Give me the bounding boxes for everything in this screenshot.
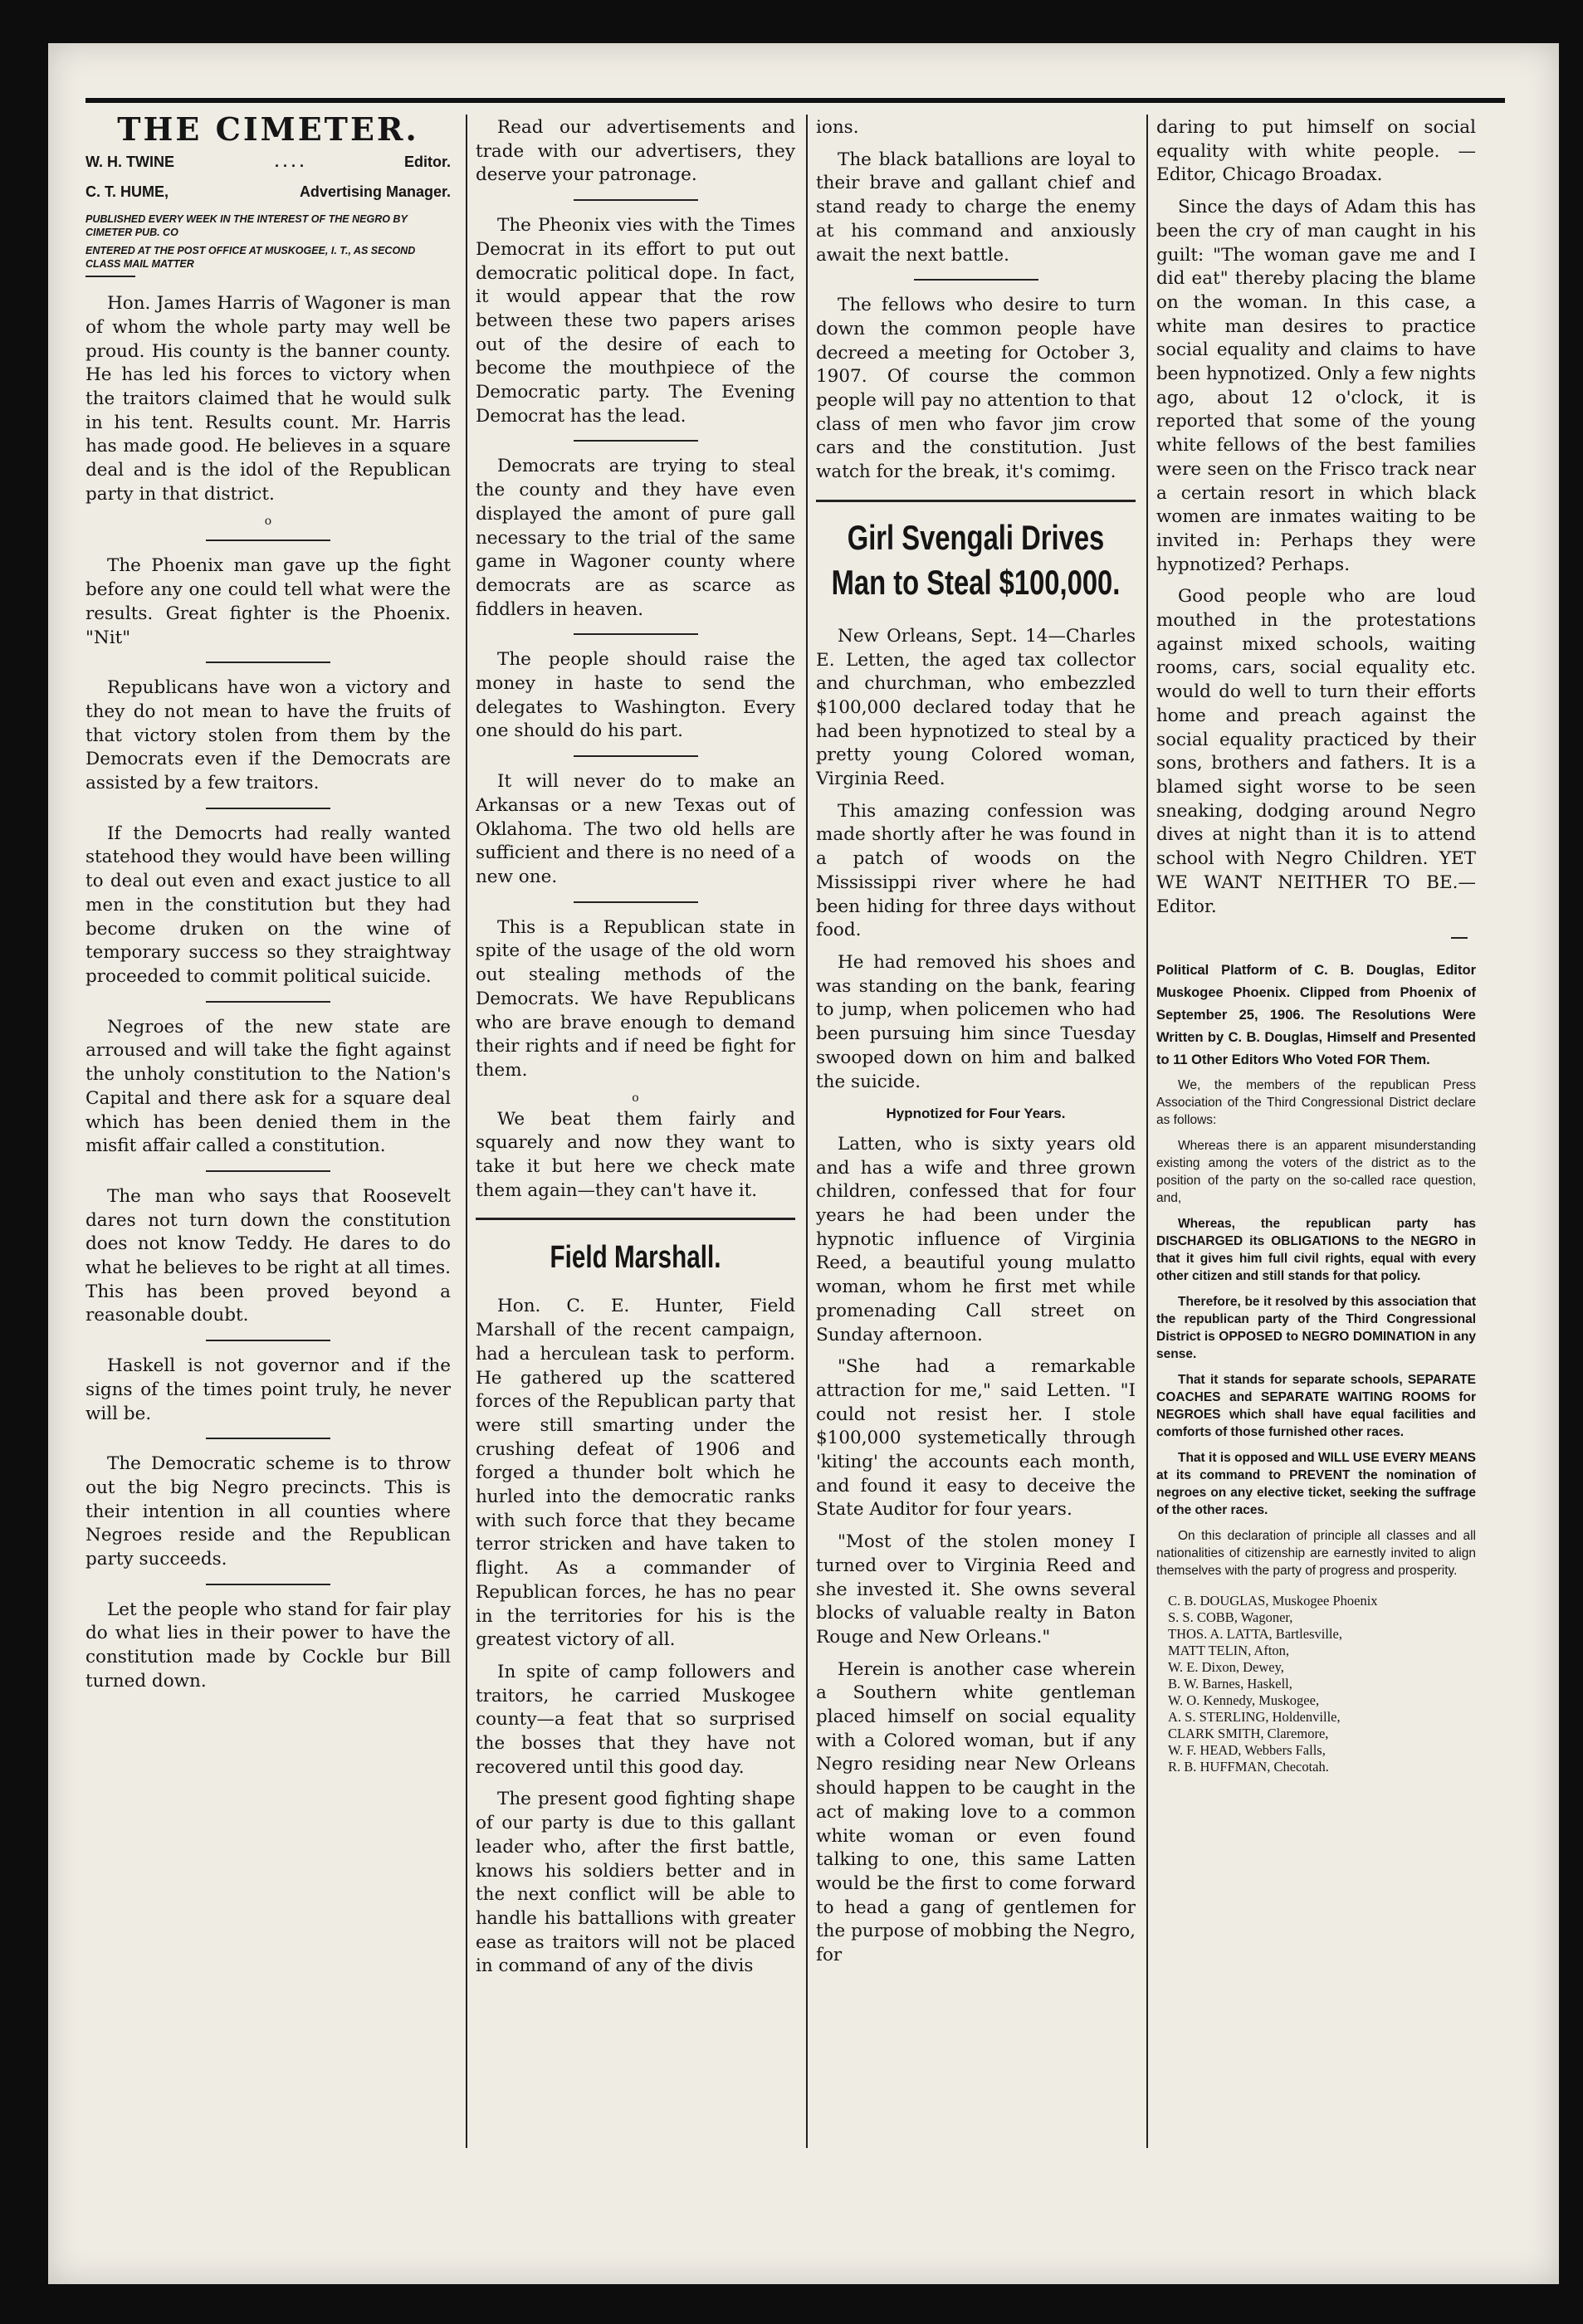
paragraph: Haskell is not governor and if the signs of the times point truly, he never will be. — [86, 1355, 451, 1424]
separator — [914, 279, 1038, 281]
separator — [206, 808, 330, 809]
signer: CLARK SMITH, Claremore, — [1168, 1725, 1329, 1741]
separator — [206, 1170, 330, 1172]
paragraph: That it is opposed and WILL USE EVERY MEANS at its command to PREVENT the nomination of negroes on any elective ticket, seeking the suffrage of the other races. — [1156, 1450, 1476, 1517]
postal-notice: ENTERED AT THE POST OFFICE AT MUSKOGEE, I. T., AS SECOND CLASS MAIL MATTER — [86, 245, 416, 271]
paragraph: The Democratic scheme is to throw out the big Negro precincts. This is their intention in all counties where Negroes reside and the Republican party succeeds. — [86, 1453, 451, 1570]
paragraph: The black batallions are loyal to their brave and gallant chief and stand ready to charge the enemy at his command and anxiously await the next battle. — [816, 149, 1136, 266]
paragraph: Latten, who is sixty years old and has a wife and three grown children, confessed that for four years he had been under the hypnotic influence of Virginia Reed, a beautiful young mulatto woman, whom he first met while promenading Call street on Sunday afternoon. — [816, 1133, 1136, 1345]
platform-heading: Political Platform of C. B. Douglas, Editor Muskogee Phoenix. Clipped from Phoenix of September 25, 1906. The Resolutions Were Written by C. B. Douglas, Himself and Presented to 11 Other Editors Who Voted FOR Them. — [1156, 962, 1476, 1067]
article-rule — [816, 500, 1136, 502]
paragraph: Read our advertisements and trade with our advertisers, they deserve your patronage. — [476, 117, 795, 186]
end-mark — [1156, 922, 1468, 946]
separator — [206, 1438, 330, 1439]
paragraph: The fellows who desire to turn down the common people have decreed a meeting for October 3, 1907. Of course the common people will pay no attention to that class of men who favor jim crow cars and the constitution. Just watch for the break, it's comimg. — [816, 295, 1136, 483]
paragraph: This amazing confession was made shortly after he was found in a patch of woods on the Mississippi river where he had been hiding for three days without food. — [816, 800, 1136, 941]
paragraph: Let the people who stand for fair play do what lies in their power to have the constitution made by Cockle bur Bill turned down. — [86, 1599, 451, 1692]
paragraph: Hon. James Harris of Wagoner is man of whom the whole party may well be proud. His county is the banner county. He has led his forces to victory when the traitors claimed that he would sulk in his tent. Results count. Mr. Harris has made good. He believes in a square deal and is the idol of the Republican party in that district. — [86, 293, 451, 505]
paragraph: He had removed his shoes and was standing on the bank, fearing to jump, when policemen who had been pursuing him since Tuesday swooped down on him and balked the suicide. — [816, 951, 1136, 1092]
paragraph: "She had a remarkable attraction for me," said Letten. "I could not resist her. I stole $100,000 systemetically through 'kiting' the accounts each month, and found it easy to deceive the State Auditor for four years. — [816, 1356, 1136, 1521]
separator — [574, 440, 698, 442]
signer: A. S. STERLING, Holdenville, — [1168, 1708, 1341, 1725]
separator — [86, 276, 135, 277]
separator — [574, 633, 698, 635]
paragraph: On this declaration of principle all classes and all nationalities of citizenship are earnestly invited to align themselves with the party of progress and prosperity. — [1156, 1528, 1476, 1578]
paragraph: This is a Republican state in spite of the usage of the old worn out stealing methods of the Democrats. We have Republicans who are brave enough to demand their rights and if need be fight for them. — [476, 916, 795, 1081]
adman-line — [86, 180, 451, 204]
paragraph: The Phoenix man gave up the fight before any one could tell what were the results. Great fighter is the Phoenix. "Nit" — [86, 555, 451, 648]
paragraph: "Most of the stolen money I turned over to Virginia Reed and she invested it. She owns several blocks of valuable realty in Baton Rouge and New Orleans." — [816, 1531, 1136, 1648]
column-3 — [816, 116, 1136, 2258]
editor-dots: . . . . — [274, 153, 304, 170]
separator — [206, 1584, 330, 1585]
platform-body — [1156, 1077, 1476, 1579]
paragraph: daring to put himself on social equality with white people. —Editor, Chicago Broadax. — [1156, 117, 1476, 186]
column-4 — [1156, 116, 1476, 2258]
separator — [206, 540, 330, 541]
paragraph: Herein is another case wherein a Southern white gentleman placed himself on social equality with a Colored woman, but if any Negro residing near New Orleans should happen to be caught in the act of making love to a common white woman or even found talking to one, this same Latten would be the first to come forward to head a gang of gentlemen for the purpose of mobbing the Negro, for — [816, 1658, 1136, 1966]
separator — [574, 755, 698, 757]
paragraph: The Pheonix vies with the Times Democrat in its effort to put out democratic political dope. In fact, it would appear that the row between these two papers arises out of the desire of each to become the mouthpiece of the Democratic party. The Evening Democrat has the lead. — [476, 215, 795, 427]
signer: S. S. COBB, Wagoner, — [1168, 1609, 1293, 1625]
paragraph: Whereas, the republican party has DISCHARGED its OBLIGATIONS to the NEGRO in that it gives him full civil rights, equal with every other citizen and still stands for that policy. — [1156, 1216, 1476, 1283]
paragraph: Whereas there is an apparent misunderstanding existing among the voters of the district as to the position of the party on the so-called race question, and, — [1156, 1138, 1476, 1205]
newspaper-page — [48, 43, 1559, 2284]
paragraph: That it stands for separate schools, SEPARATE COACHES and SEPARATE WAITING ROOMS for NEGROES which shall have equal facilities and comforts of those furnished other races. — [1156, 1372, 1476, 1439]
paragraph: Negroes of the new state are arroused and will take the fight against the unholy constitution to the Nation's Capital and there ask for a square deal which has been denied them in the misfit affair called a constitution. — [86, 1016, 451, 1157]
separator — [206, 1001, 330, 1003]
paragraph: In spite of camp followers and traitors, he carried Muskogee county—a feat that so surprised the bosses that they have not recovered until this good day. — [476, 1661, 795, 1778]
paragraph: ions. — [816, 117, 859, 138]
separator — [206, 662, 330, 663]
paragraph: We beat them fairly and squarely and now they want to take it but here we check mate them again—they can't have it. — [476, 1108, 795, 1201]
paragraph: The present good fighting shape of our party is due to this gallant leader who, after the first battle, knows his soldiers better and in the next conflict will be able to handle his battallions with greater ease as traitors will not be placed in command of any of the divis — [476, 1789, 795, 1977]
paragraph: The people should raise the money in haste to send the delegates to Washington. Every one should do his part. — [476, 649, 795, 742]
paragraph: Since the days of Adam this has been the cry of man caught in his guilt: "The woman gave me and I did eat" thereby placing the blame on the woman. In this case, a white man desires to practice social equality and claims to have been hypnotized. Only a few nights ago, about 12 o'clock, it is reported that some of the young white fellows of the best families were seen on the Frisco track near a certain resort in which black women are inmates waiting to be invited in: Perhaps they were hypnotized? Perhaps. — [1156, 197, 1476, 575]
signer: MATT TELIN, Afton, — [1168, 1642, 1290, 1658]
headline-girl-svengali: Girl Svengali Drives Man to Steal $100,000. — [831, 517, 1121, 602]
paragraph: Good people who are loud mouthed in the protestations against mixed schools, waiting rooms, cars, social equality etc. would do well to turn their efforts home and preach against the social equality practiced by their sons, brothers and fathers. It is a blamed sight worse to be seen sneaking, dodging around Negro dives at night than it is to attend school with Negro Children. YET WE WANT NEITHER TO BE.—Editor. — [1156, 586, 1476, 917]
editor-name: W. H. TWINE — [86, 153, 174, 170]
paragraph: Hon. C. E. Hunter, Field Marshall of the recent campaign, had a herculean task to perform. He gathered up the scattered forces of the Republican party that were still smarting under the crushing defeat of 1906 and forged a thunder bolt which he hurled into the democratic ranks with such force that they became terror stricken and have taken to flight. As a commander of Republican forces, he has no pear in the territories for his is the greatest victory of all. — [476, 1296, 795, 1651]
adman-name: C. T. HUME, — [86, 183, 169, 201]
signer: B. W. Barnes, Haskell, — [1168, 1675, 1292, 1692]
editor-line — [86, 150, 451, 174]
paragraph: The man who says that Roosevelt dares not turn down the constitution does not know Teddy. He dares to do what he believes to be right at all times. This has been proved beyond a reasonable doubt. — [86, 1185, 451, 1326]
top-rule — [86, 98, 1505, 103]
column-1 — [86, 116, 451, 2258]
separator-o: o — [264, 515, 272, 529]
paragraph: New Orleans, Sept. 14—Charles E. Letten, the aged tax collector and churchman, who embezzled $100,000 declared today that he had been hypnotized to steal by a pretty young Colored woman, Virginia Reed. — [816, 625, 1136, 790]
column-2 — [476, 116, 795, 2258]
adman-title: Advertising Manager. — [299, 183, 451, 201]
separator — [574, 199, 698, 201]
headline-field-marshall: Field Marshall. — [550, 1240, 721, 1276]
signer: W. E. Dixon, Dewey, — [1168, 1658, 1284, 1675]
separator — [206, 1340, 330, 1341]
column-rule — [1146, 115, 1148, 2148]
separator-o: o — [632, 1091, 639, 1105]
editor-title: Editor. — [403, 153, 451, 170]
paragraph: We, the members of the republican Press Association of the Third Congressional District declare as follows: — [1156, 1077, 1476, 1127]
signers-list — [1168, 1593, 1476, 1775]
signer: C. B. DOUGLAS, Muskogee Phoenix — [1168, 1592, 1378, 1609]
separator — [574, 901, 698, 903]
paragraph: If the Democrts had really wanted statehood they would have been willing to deal out even and exact justice to all men in the constitution but they had become druken on the wine of temporary success so they straightway proceeded to commit political suicide. — [86, 823, 451, 987]
paragraph: Republicans have won a victory and they do not mean to have the fruits of that victory stolen from them by the Democrats even if the Democrats are assisted by a few traitors. — [86, 677, 451, 794]
paragraph: Democrats are trying to steal the county and they have even displayed the amont of pure gall necessary to the trial of the same game in Wagoner county where democrats are as scarce as fiddlers in heaven. — [476, 456, 795, 620]
signer: R. B. HUFFMAN, Checotah. — [1168, 1758, 1329, 1775]
column-rule — [806, 115, 808, 2148]
paragraph: It will never do to make an Arkansas or a new Texas out of Oklahoma. The two old hells are sufficient and there is no need of a new one. — [476, 771, 795, 887]
masthead-title: THE CIMETER. — [117, 116, 419, 148]
signer: THOS. A. LATTA, Bartlesville, — [1168, 1625, 1342, 1642]
signer: W. F. HEAD, Webbers Falls, — [1168, 1741, 1326, 1758]
paragraph: Therefore, be it resolved by this association that the republican party of the Third Congressional District is OPPOSED to NEGRO DOMINATION in any sense. — [1156, 1294, 1476, 1361]
subheading: Hypnotized for Four Years. — [886, 1106, 1066, 1122]
article-rule — [476, 1218, 795, 1220]
signer: W. O. Kennedy, Muskogee, — [1168, 1692, 1320, 1708]
publication-notice: PUBLISHED EVERY WEEK IN THE INTEREST OF THE NEGRO BY CIMETER PUB. CO — [86, 213, 408, 239]
column-rule — [466, 115, 467, 2148]
